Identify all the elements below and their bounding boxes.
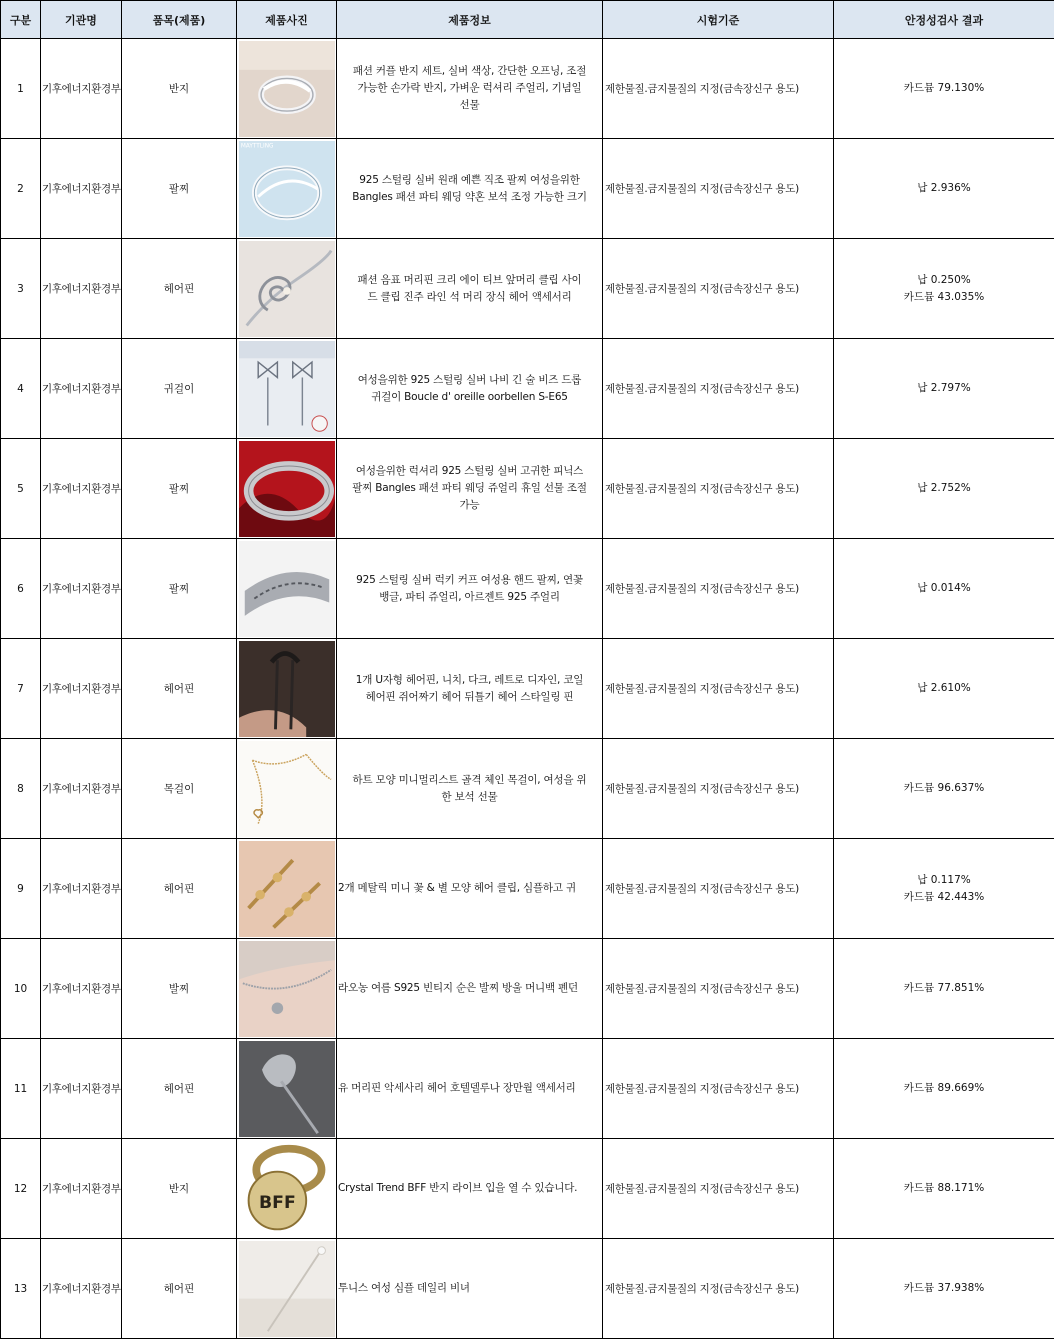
product-photo-cell [237, 1039, 337, 1139]
product-info: Crystal Trend BFF 반지 라이브 입을 열 수 있습니다. [337, 1139, 603, 1239]
agency-name: 기후에너지환경부 [41, 1139, 122, 1239]
agency-name: 기후에너지환경부 [41, 1239, 122, 1339]
product-info: 2개 메탈릭 미니 꽃 & 별 모양 헤어 클립, 심플하고 귀 [337, 839, 603, 939]
col-header-agency: 기관명 [41, 1, 122, 39]
item-name: 팔찌 [122, 539, 237, 639]
photo-caption: MAYTTLING [240, 143, 274, 150]
item-name: 발찌 [122, 939, 237, 1039]
photo-caption: BFF [259, 1193, 296, 1214]
safety-result: 납 2.610% [834, 639, 1054, 739]
table-row-6 [1, 539, 1054, 639]
product-info: 여성을위한 럭셔리 925 스털링 실버 고귀한 피닉스 팔찌 Bangles 패션 파티 웨딩 쥬얼리 휴일 선물 조절 가능 [337, 439, 603, 539]
agency-name: 기후에너지환경부 [41, 639, 122, 739]
product-photo-cell [237, 139, 337, 239]
table-row-3 [1, 239, 1054, 339]
row-number: 6 [1, 539, 41, 639]
ring-photo [239, 41, 335, 137]
table-row-1 [1, 39, 1054, 139]
product-photo-cell [237, 39, 337, 139]
row-number: 2 [1, 139, 41, 239]
item-name: 반지 [122, 1139, 237, 1239]
item-name: 귀걸이 [122, 339, 237, 439]
test-standard: 제한물질.금지물질의 지정(금속장신구 용도) [603, 1139, 834, 1239]
table-row-12 [1, 1139, 1054, 1239]
bangle-photo [239, 141, 335, 237]
table-row-2 [1, 139, 1054, 239]
item-name: 반지 [122, 39, 237, 139]
safety-result: 납 0.014% [834, 539, 1054, 639]
safety-result: 카드뮴 96.637% [834, 739, 1054, 839]
safety-result: 카드뮴 79.130% [834, 39, 1054, 139]
safety-result: 납 2.752% [834, 439, 1054, 539]
test-standard: 제한물질.금지물질의 지정(금속장신구 용도) [603, 439, 834, 539]
row-number: 7 [1, 639, 41, 739]
col-header-info: 제품정보 [337, 1, 603, 39]
test-standard: 제한물질.금지물질의 지정(금속장신구 용도) [603, 639, 834, 739]
phoenix-bangle-photo [239, 441, 335, 537]
row-number: 1 [1, 39, 41, 139]
test-standard: 제한물질.금지물질의 지정(금속장신구 용도) [603, 139, 834, 239]
music-note-hairpin-photo [239, 241, 335, 337]
item-name: 헤어핀 [122, 639, 237, 739]
product-info: 투니스 여성 심플 데일리 비녀 [337, 1239, 603, 1339]
agency-name: 기후에너지환경부 [41, 439, 122, 539]
product-info: 패션 음표 머리핀 크리 에이 티브 앞머리 클립 사이 드 클립 진주 라인 석 머리 장식 헤어 액세서리 [337, 239, 603, 339]
row-number: 10 [1, 939, 41, 1039]
agency-name: 기후에너지환경부 [41, 1039, 122, 1139]
product-photo-cell [237, 739, 337, 839]
safety-result: 카드뮴 37.938% [834, 1239, 1054, 1339]
col-header-standard: 시험기준 [603, 1, 834, 39]
agency-name: 기후에너지환경부 [41, 39, 122, 139]
table-row-11 [1, 1039, 1054, 1139]
table-row-10 [1, 939, 1054, 1039]
product-info: 패션 커플 반지 세트, 실버 색상, 간단한 오프닝, 조절 가능한 손가락 반지, 가벼운 럭셔리 주얼리, 기념일 선물 [337, 39, 603, 139]
table-row-9 [1, 839, 1054, 939]
test-standard: 제한물질.금지물질의 지정(금속장신구 용도) [603, 1239, 834, 1339]
item-name: 팔찌 [122, 439, 237, 539]
product-info: 925 스털링 실버 럭키 커프 여성용 핸드 팔찌, 연꽃 뱅글, 파티 쥬얼리, 아르젠트 925 주얼리 [337, 539, 603, 639]
leaf-hairpin-photo [239, 1041, 335, 1137]
safety-result: 납 0.117% 카드뮴 42.443% [834, 839, 1054, 939]
product-info: 라오농 여름 S925 빈티지 순은 발찌 방울 머니백 펜던 [337, 939, 603, 1039]
table-row-5 [1, 439, 1054, 539]
safety-result: 납 2.797% [834, 339, 1054, 439]
product-info: 1개 U자형 헤어핀, 니치, 다크, 레트로 디자인, 코일 헤어핀 쥐어짜기 헤어 뒤틀기 헤어 스타일링 핀 [337, 639, 603, 739]
table-row-4 [1, 339, 1054, 439]
product-photo-cell [237, 639, 337, 739]
test-standard: 제한물질.금지물질의 지정(금속장신구 용도) [603, 339, 834, 439]
test-standard: 제한물질.금지물질의 지정(금속장신구 용도) [603, 1039, 834, 1139]
table-row-8 [1, 739, 1054, 839]
test-standard: 제한물질.금지물질의 지정(금속장신구 용도) [603, 539, 834, 639]
test-standard: 제한물질.금지물질의 지정(금속장신구 용도) [603, 839, 834, 939]
item-name: 헤어핀 [122, 839, 237, 939]
simple-hairpin-photo [239, 1241, 335, 1337]
item-name: 헤어핀 [122, 239, 237, 339]
product-photo-cell [237, 439, 337, 539]
row-number: 5 [1, 439, 41, 539]
product-photo-cell [237, 1239, 337, 1339]
item-name: 헤어핀 [122, 1039, 237, 1139]
product-info: 하트 모양 미니멀리스트 골격 체인 목걸이, 여성을 위 한 보석 선물 [337, 739, 603, 839]
test-standard: 제한물질.금지물질의 지정(금속장신구 용도) [603, 739, 834, 839]
product-photo-cell [237, 939, 337, 1039]
row-number: 4 [1, 339, 41, 439]
cuff-bangle-photo [239, 541, 335, 637]
row-number: 8 [1, 739, 41, 839]
butterfly-earring-photo [239, 341, 335, 437]
product-photo-cell [237, 839, 337, 939]
col-header-result: 안정성검사 결과 [834, 1, 1054, 39]
bff-ring-photo [239, 1141, 335, 1237]
row-number: 9 [1, 839, 41, 939]
u-shaped-hairpin-photo [239, 641, 335, 737]
safety-result: 카드뮴 89.669% [834, 1039, 1054, 1139]
item-name: 목걸이 [122, 739, 237, 839]
item-name: 팔찌 [122, 139, 237, 239]
col-header-photo: 제품사진 [237, 1, 337, 39]
product-photo-cell [237, 239, 337, 339]
product-photo-cell [237, 1139, 337, 1239]
product-info: 여성을위한 925 스털링 실버 나비 긴 술 비즈 드롭 귀걸이 Boucle d' oreille oorbellen S-E65 [337, 339, 603, 439]
safety-result: 납 2.936% [834, 139, 1054, 239]
table-row-13 [1, 1239, 1054, 1339]
product-photo-cell [237, 539, 337, 639]
safety-result: 납 0.250% 카드뮴 43.035% [834, 239, 1054, 339]
table-row-7 [1, 639, 1054, 739]
anklet-photo [239, 941, 335, 1037]
row-number: 11 [1, 1039, 41, 1139]
agency-name: 기후에너지환경부 [41, 239, 122, 339]
safety-result: 카드뮴 88.171% [834, 1139, 1054, 1239]
row-number: 12 [1, 1139, 41, 1239]
row-number: 13 [1, 1239, 41, 1339]
product-info: 유 머리핀 악세사리 헤어 호텔델루나 장만월 액세서리 [337, 1039, 603, 1139]
safety-result: 카드뮴 77.851% [834, 939, 1054, 1039]
agency-name: 기후에너지환경부 [41, 139, 122, 239]
product-photo-cell [237, 339, 337, 439]
agency-name: 기후에너지환경부 [41, 939, 122, 1039]
item-name: 헤어핀 [122, 1239, 237, 1339]
test-standard: 제한물질.금지물질의 지정(금속장신구 용도) [603, 239, 834, 339]
heart-necklace-photo [239, 741, 335, 837]
test-standard: 제한물질.금지물질의 지정(금속장신구 용도) [603, 939, 834, 1039]
flower-hair-clip-photo [239, 841, 335, 937]
test-standard: 제한물질.금지물질의 지정(금속장신구 용도) [603, 39, 834, 139]
agency-name: 기후에너지환경부 [41, 539, 122, 639]
product-info: 925 스털링 실버 원래 예쁜 직조 팔찌 여성을위한 Bangles 패션 파티 웨딩 약혼 보석 조정 가능한 크기 [337, 139, 603, 239]
agency-name: 기후에너지환경부 [41, 739, 122, 839]
row-number: 3 [1, 239, 41, 339]
agency-name: 기후에너지환경부 [41, 339, 122, 439]
col-header-item: 품목(제품) [122, 1, 237, 39]
col-header-no: 구분 [1, 1, 41, 39]
agency-name: 기후에너지환경부 [41, 839, 122, 939]
header-row [1, 1, 1054, 39]
